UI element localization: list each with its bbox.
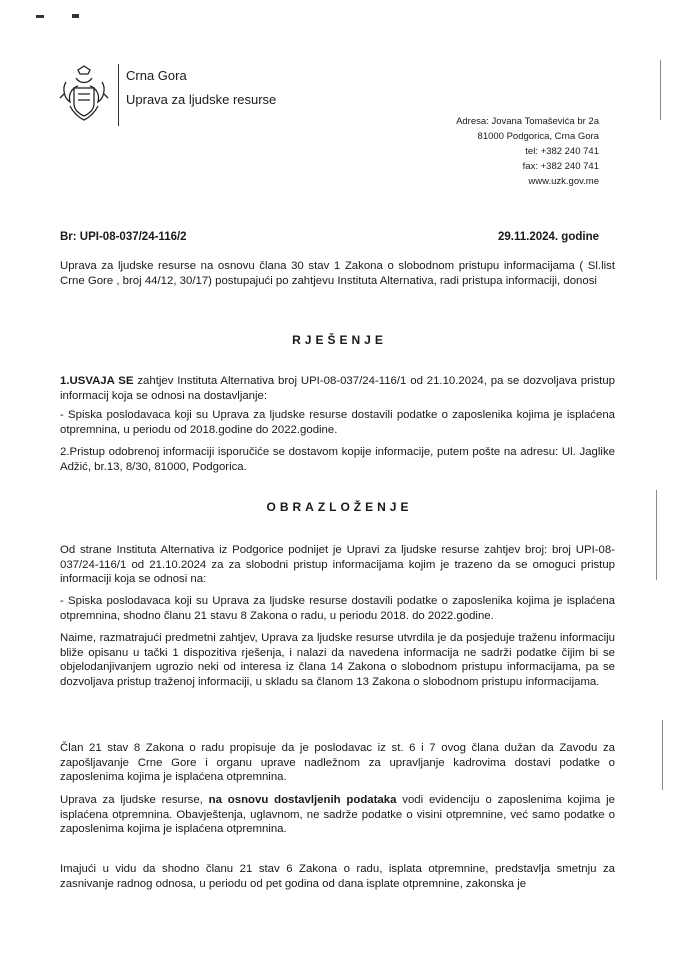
address-street: Adresa: Jovana Tomaševića br 2a xyxy=(456,116,599,127)
decision-point-2: 2.Pristup odobrenoj informaciji isporučiće se dostavom kopije informacije, putem pošte na adresu: Ul. Jaglike Adžić, br.13, 8/30, 81000, Podgorica. xyxy=(60,446,615,473)
document-number: Br: UPI-08-037/24-116/2 xyxy=(60,231,187,243)
decision-list-item: - Spiska poslodavaca koji su Uprava za ljudske resurse dostavili podatke o zaposlenika kojima je isplaćena otpremnina, u periodu od 2018.godine do 2022.godine. xyxy=(60,409,615,436)
reasoning-paragraph-3: Naime, razmatrajući predmetni zahtjev, Uprava za ljudske resurse utvrdila je da posjeduje traženu informaciju bliže opisanu u tački 1 dispozitiva rješenja, i nalazi da navedena informacija ne sadrži podatke čijim bi se objelodanjivanjem ugrozio neki od interesa iz člana 14 Zakona o slobodnom pristupu informacijama, pa se dozvoljava pristup traženoj informaciji, u skladu sa članom 13 Zakona o slobodnom pristupu informacijama. xyxy=(60,632,615,688)
intro-paragraph: Uprava za ljudske resurse na osnovu člana 30 stav 1 Zakona o slobodnom pristupu informacijama ( Sl.list Crne Gore , broj 44/12, 30/17) postupajući po zahtjevu Instituta Alternativa, radi pristupa informaciji, donosi xyxy=(60,260,615,287)
reasoning-paragraph-2: - Spiska poslodavaca koji su Uprava za ljudske resurse dostavili podatke o zaposlenika kojima je isplaćena otpremnina, shodno članu 21 stavu 8 Zakona o radu, u periodu 2018. do 2022.godine. xyxy=(60,595,615,622)
decision-text: zahtjev Instituta Alternativa broj UPI-08-037/24-116/1 od 21.10.2024, pa se dozvoljava pristup informacij koja se odnosi na dostavljanje: xyxy=(60,375,615,402)
reasoning-paragraph-6: Imajući u vidu da shodno članu 21 stav 6 Zakona o radu, isplata otpremnine, predstavlja smetnju za zasnivanje radnog odnosa, u periodu od pet godina od dana isplate otpremnine, zakonska je xyxy=(60,863,615,890)
reasoning-p5-start: Uprava za ljudske resurse, xyxy=(60,794,209,806)
address-tel: tel: +382 240 741 xyxy=(525,146,599,157)
address-fax: fax: +382 240 741 xyxy=(522,161,599,172)
scan-mark xyxy=(72,14,79,18)
decision-number: 1. xyxy=(60,375,70,387)
scan-line xyxy=(662,720,663,790)
reasoning-paragraph-1: Od strane Instituta Alternativa iz Podgorice podnijet je Upravi za ljudske resurse zahtjev broj: broj UPI-08-037/24-116/1 od 21.10.2024 za za slobodni pristup informacijama kojim je trazeno da se omoguci pristup informaciji koja se odnosi na: xyxy=(60,544,615,586)
address-block xyxy=(456,114,599,189)
org-country: Crna Gora xyxy=(126,68,187,83)
scan-line xyxy=(660,60,661,120)
org-name: Uprava za ljudske resurse xyxy=(126,92,277,107)
coat-of-arms-icon xyxy=(58,64,110,126)
address-web: www.uzk.gov.me xyxy=(528,176,599,187)
decision-heading: RJEŠENJE xyxy=(292,333,387,347)
decision-approve: USVAJA SE xyxy=(69,375,134,387)
reasoning-paragraph-5 xyxy=(60,793,615,837)
document-date: 29.11.2024. godine xyxy=(497,231,599,243)
decision-point-1 xyxy=(60,374,615,403)
reasoning-p5-bold: na osnovu dostavljenih podataka xyxy=(208,794,397,806)
header-divider xyxy=(118,64,119,126)
reasoning-p5-rest: vodi evidenciju o zaposlenima kojima je isplaćena otpremnina. Obavještenja, uglavnom, ne sadrže podatke o visini otpremnine, već samo podatke o zaposlenima kojima je isplaćena otpremnina. xyxy=(60,794,616,836)
scan-mark xyxy=(36,15,44,18)
reasoning-heading: OBRAZLOŽENJE xyxy=(266,500,413,514)
reasoning-paragraph-4: Član 21 stav 8 Zakona o radu propisuje da je poslodavac iz st. 6 i 7 ovog člana dužan da Zavodu za zapošljavanje Crne Gore i organu uprave nadležnom za upravljanje kadrovima dostavi podatke o zaposlenima kojima je isplaćena otpremnina. xyxy=(60,742,615,784)
address-city: 81000 Podgorica, Crna Gora xyxy=(477,131,599,142)
